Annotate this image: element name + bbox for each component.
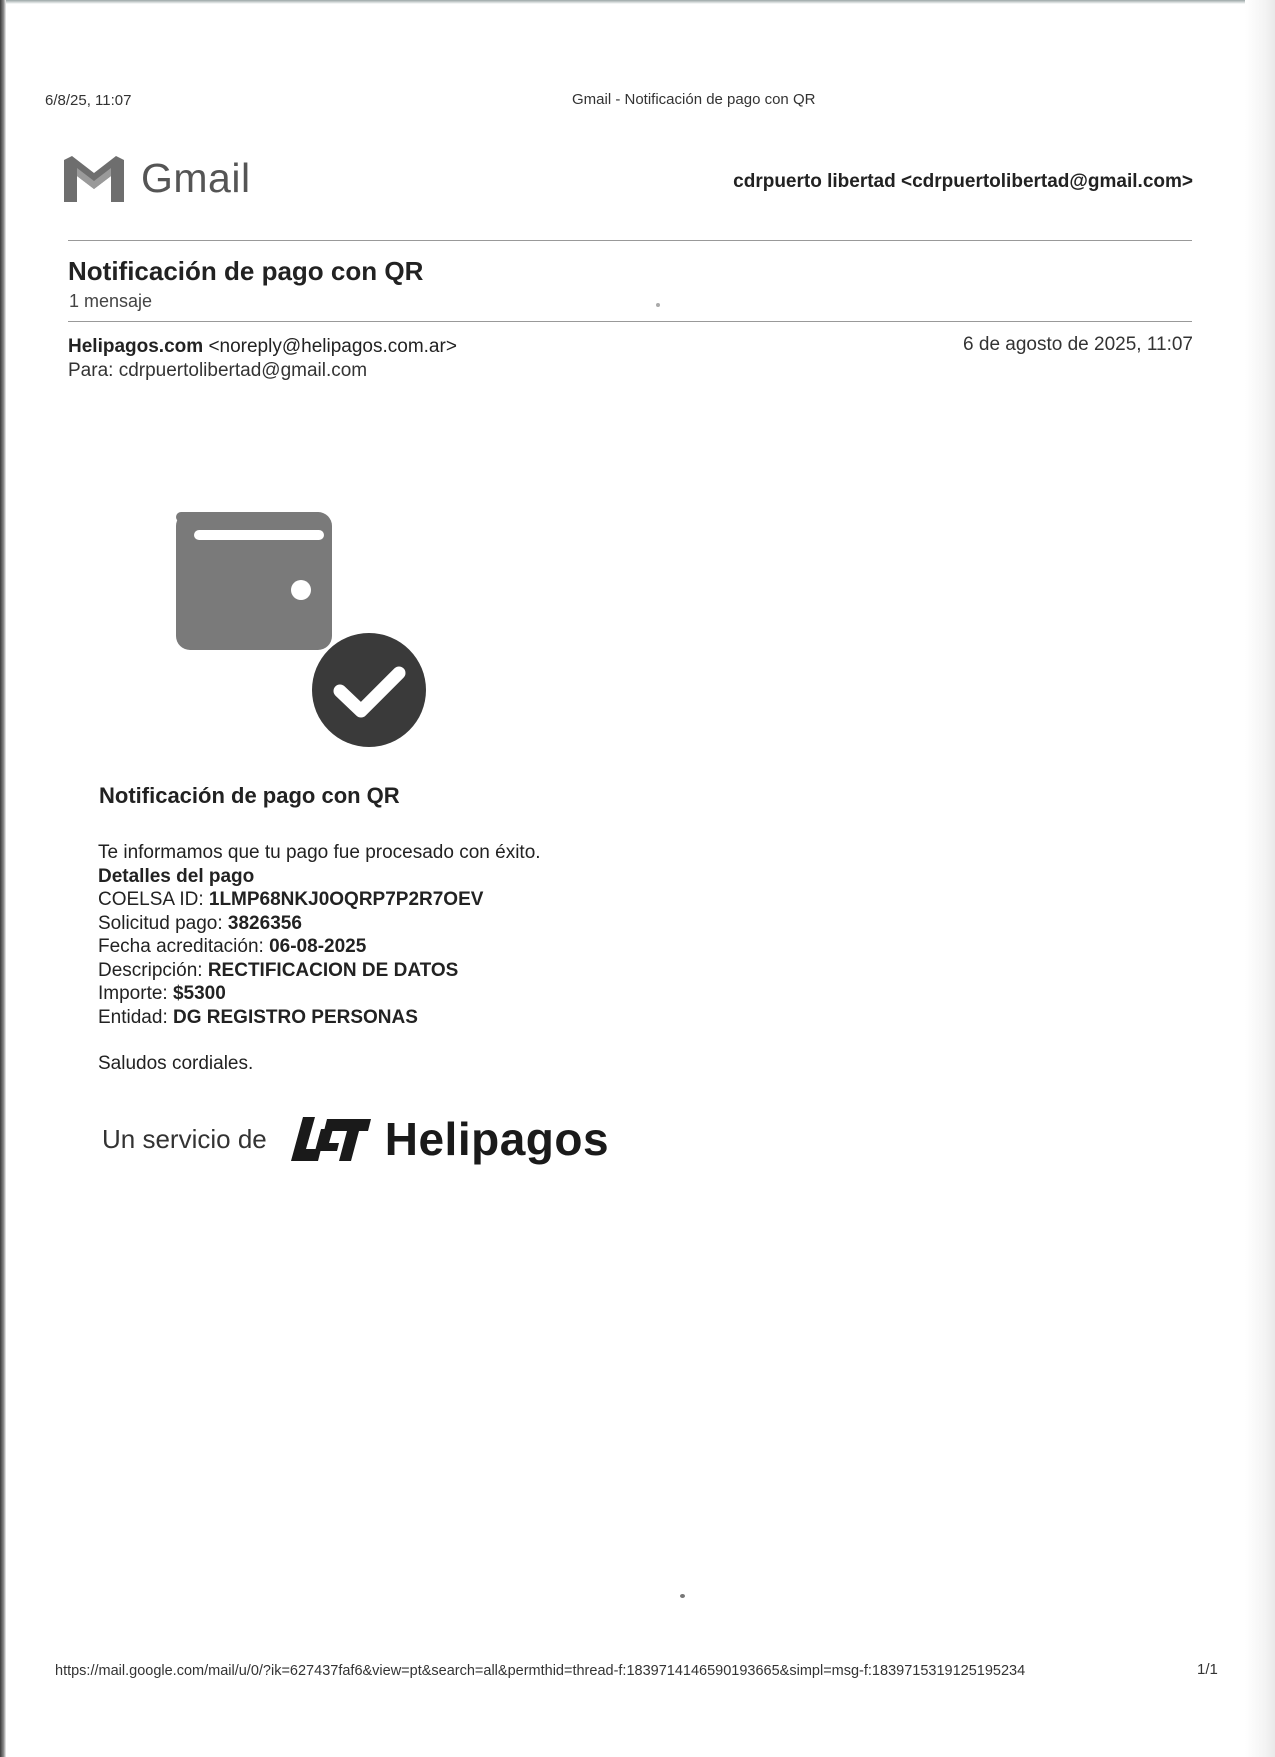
detail-value: RECTIFICACION DE DATOS [207, 959, 459, 981]
detail-label: Solicitud pago: [98, 912, 228, 934]
detail-row [98, 888, 541, 912]
helipagos-logo-icon [289, 1115, 373, 1163]
detail-value: $5300 [172, 983, 226, 1004]
service-footer [102, 1112, 609, 1166]
detail-label: COELSA ID: [98, 889, 209, 910]
detail-row [98, 1006, 541, 1030]
scan-speck [680, 1594, 685, 1598]
message-count: 1 mensaje [69, 291, 153, 311]
recipient-line: Para: cdrpuertolibertad@gmail.com [68, 360, 368, 381]
detail-label: Descripción: [98, 959, 208, 981]
gmail-wordmark: Gmail [141, 155, 251, 201]
detail-row [98, 959, 541, 983]
page-number: 1/1 [1197, 1661, 1218, 1678]
detail-row [98, 982, 541, 1006]
sender-line [68, 336, 457, 358]
scan-edge-left [0, 0, 6, 1757]
detail-value: 1LMP68NKJ0OQRP7P2R7OEV [208, 889, 484, 910]
message-date: 6 de agosto de 2025, 11:07 [963, 334, 1193, 355]
scan-speck [656, 303, 660, 307]
divider [68, 321, 1192, 322]
detail-row [98, 935, 541, 959]
thread-subject: Notificación de pago con QR [68, 256, 424, 286]
print-page-title: Gmail - Notificación de pago con QR [572, 91, 816, 108]
closing-text: Saludos cordiales. [98, 1053, 254, 1074]
gmail-logo [64, 155, 251, 202]
sender-email: <noreply@helipagos.com.ar> [208, 336, 457, 357]
gmail-m-icon [64, 156, 124, 202]
sender-name: Helipagos.com [68, 336, 204, 357]
scan-edge-top [0, 0, 1275, 4]
details-heading: Detalles del pago [98, 865, 255, 887]
wallet-check-icon [174, 508, 428, 763]
detail-label: Importe: [98, 983, 173, 1004]
account-address: cdrpuerto libertad <cdrpuertolibertad@gmail.com> [733, 171, 1193, 192]
divider [68, 240, 1192, 241]
scan-edge-right [1245, 0, 1275, 1757]
brand-name: Helipagos [384, 1113, 610, 1165]
detail-label: Entidad: [98, 1006, 173, 1028]
intro-text: Te informamos que tu pago fue procesado con éxito. [98, 842, 541, 863]
detail-value: 3826356 [227, 912, 302, 934]
payment-details [98, 841, 541, 1029]
detail-value: DG REGISTRO PERSONAS [173, 1006, 418, 1028]
detail-value: 06-08-2025 [269, 936, 367, 957]
print-date-time: 6/8/25, 11:07 [45, 92, 132, 109]
detail-row [98, 912, 541, 936]
detail-label: Fecha acreditación: [98, 936, 270, 957]
service-prefix: Un servicio de [102, 1123, 267, 1154]
email-body-title: Notificación de pago con QR [99, 783, 400, 808]
print-url: https://mail.google.com/mail/u/0/?ik=627437faf6&view=pt&search=all&permthid=thread-f:1839714146590193665&simpl=msg-f:1839715319125195234 [55, 1663, 1026, 1679]
